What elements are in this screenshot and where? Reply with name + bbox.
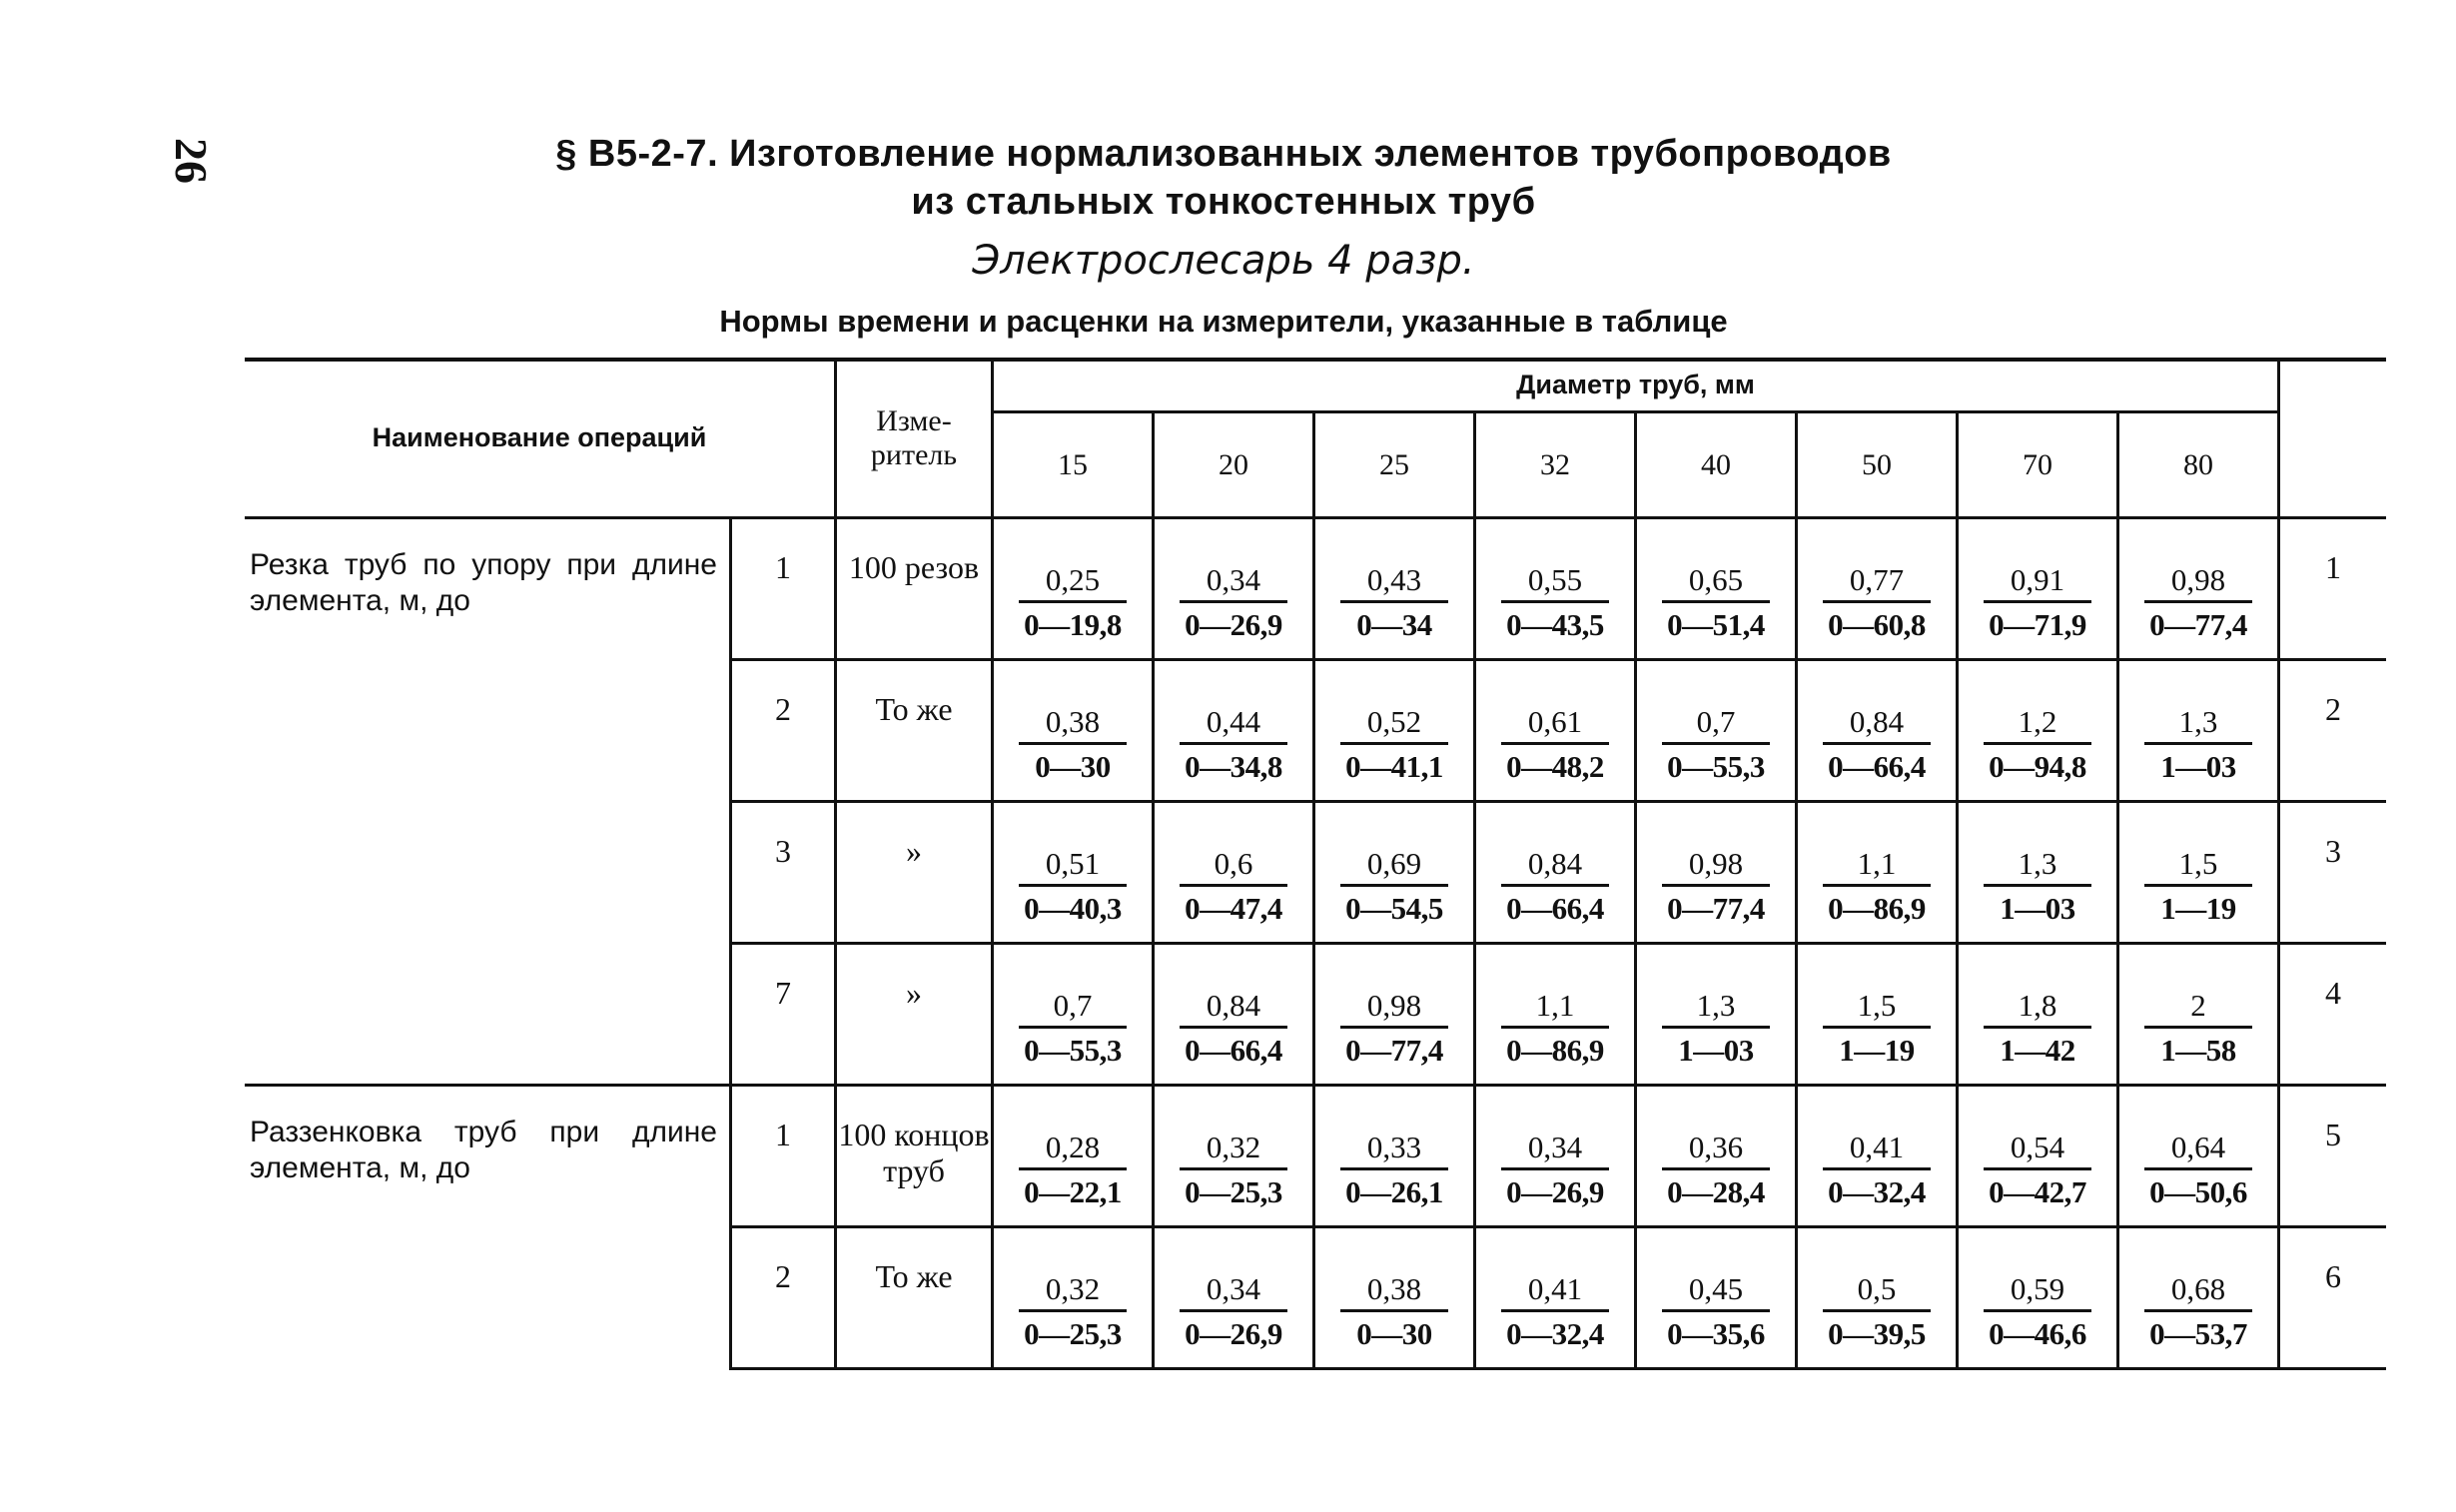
rate-value: 0—77,4 (1667, 891, 1765, 926)
time-norm: 0,43 (1340, 562, 1448, 603)
time-norm: 0,36 (1662, 1130, 1770, 1170)
rate-value: 0—34,8 (1185, 749, 1282, 784)
rate-value: 0—77,4 (1345, 1033, 1443, 1068)
norm-cell (1637, 945, 1798, 1087)
norm-cell (1637, 1087, 1798, 1228)
time-norm: 0,7 (1662, 704, 1770, 745)
time-norm: 0,41 (1501, 1271, 1609, 1312)
rate-value: 0—19,8 (1024, 607, 1122, 642)
norm-cell (994, 1087, 1155, 1228)
norm-cell (1476, 945, 1637, 1087)
rate-value: 1—19 (1839, 1033, 1915, 1068)
time-norm: 0,33 (1340, 1130, 1448, 1170)
time-norm: 0,98 (1340, 988, 1448, 1029)
time-norm: 0,84 (1823, 704, 1931, 745)
row-length: 3 (729, 803, 834, 945)
rate-value: 0—25,3 (1185, 1174, 1282, 1209)
time-norm: 0,98 (2144, 562, 2252, 603)
time-norm: 0,55 (1501, 562, 1609, 603)
header-diameter-80: 80 (2119, 413, 2280, 519)
row-number: 4 (2280, 945, 2386, 1087)
rate-value: 0—42,7 (1989, 1174, 2086, 1209)
time-norm: 1,3 (1662, 988, 1770, 1029)
rate-value: 0—66,4 (1185, 1033, 1282, 1068)
norm-cell (1155, 803, 1315, 945)
time-norm: 0,68 (2144, 1271, 2252, 1312)
rate-value: 1—03 (2160, 749, 2236, 784)
rate-value: 0—28,4 (1667, 1174, 1765, 1209)
header-row-number (2280, 360, 2386, 519)
time-norm: 0,38 (1019, 704, 1127, 745)
time-norm: 1,3 (1984, 846, 2091, 887)
time-norm: 0,7 (1019, 988, 1127, 1029)
norm-cell (1476, 1087, 1637, 1228)
row-number: 1 (2280, 519, 2386, 661)
time-norm: 0,5 (1823, 1271, 1931, 1312)
norm-cell (1155, 661, 1315, 803)
norm-cell (1798, 1087, 1959, 1228)
rate-value: 0—47,4 (1185, 891, 1282, 926)
rate-value: 1—19 (2160, 891, 2236, 926)
header-diameter-15: 15 (994, 413, 1155, 519)
time-norm: 0,34 (1501, 1130, 1609, 1170)
rate-value: 0—40,3 (1024, 891, 1122, 926)
rate-value: 0—34 (1356, 607, 1432, 642)
row-length: 7 (729, 945, 834, 1087)
row-unit: » (834, 945, 994, 1087)
row-unit: » (834, 803, 994, 945)
row-length: 1 (729, 519, 834, 661)
rate-value: 0—53,7 (2149, 1316, 2247, 1351)
norm-cell (1315, 1228, 1476, 1370)
row-length: 1 (729, 1087, 834, 1228)
norm-cell (1798, 803, 1959, 945)
norm-cell (1959, 661, 2119, 803)
row-unit: 100 резов (834, 519, 994, 661)
rate-value: 0—55,3 (1024, 1033, 1122, 1068)
norm-cell (1315, 803, 1476, 945)
rate-value: 0—32,4 (1828, 1174, 1926, 1209)
time-norm: 0,41 (1823, 1130, 1931, 1170)
table-caption: Нормы времени и расценки на измерители, указанные в таблице (719, 304, 1728, 339)
norm-cell (2119, 519, 2280, 661)
rate-value: 0—41,1 (1345, 749, 1443, 784)
norm-cell (1476, 519, 1637, 661)
norm-cell (1315, 945, 1476, 1087)
section-title-line-1: § В5-2-7. Изготовление нормализованных элементов трубопроводов (555, 133, 1892, 175)
time-norm: 1,8 (1984, 988, 2091, 1029)
row-unit: 100 концов труб (834, 1087, 994, 1228)
section-title (300, 130, 2147, 226)
row-number: 3 (2280, 803, 2386, 945)
norm-cell (2119, 945, 2280, 1087)
norm-cell (1959, 803, 2119, 945)
header-operation: Наименование операций (245, 360, 834, 519)
rate-value: 0—26,1 (1345, 1174, 1443, 1209)
time-norm: 0,32 (1019, 1271, 1127, 1312)
norm-cell (2119, 1228, 2280, 1370)
norm-cell (2119, 1087, 2280, 1228)
time-norm: 0,54 (1984, 1130, 2091, 1170)
rate-value: 0—43,5 (1506, 607, 1604, 642)
rate-value: 0—46,6 (1989, 1316, 2086, 1351)
rate-value: 1—58 (2160, 1033, 2236, 1068)
norm-cell (994, 661, 1155, 803)
time-norm: 0,59 (1984, 1271, 2091, 1312)
norm-cell (1155, 1228, 1315, 1370)
operation-name: Раззенковка труб при длине элемента, м, до (250, 1116, 717, 1184)
row-number: 6 (2280, 1228, 2386, 1370)
header-diameter-20: 20 (1155, 413, 1315, 519)
row-number: 5 (2280, 1087, 2386, 1228)
header-diameter: Диаметр труб, мм (994, 360, 2280, 413)
time-norm: 2 (2144, 988, 2252, 1029)
norm-cell (1798, 1228, 1959, 1370)
rate-value: 0—86,9 (1828, 891, 1926, 926)
norm-cell (1798, 945, 1959, 1087)
row-length: 2 (729, 1228, 834, 1370)
norm-cell (1155, 1087, 1315, 1228)
time-norm: 1,1 (1501, 988, 1609, 1029)
time-norm: 1,5 (1823, 988, 1931, 1029)
time-norm: 0,32 (1180, 1130, 1287, 1170)
time-norm: 0,28 (1019, 1130, 1127, 1170)
norm-cell (1798, 519, 1959, 661)
row-unit: То же (834, 661, 994, 803)
rate-value: 0—22,1 (1024, 1174, 1122, 1209)
rate-value: 1—42 (2000, 1033, 2075, 1068)
norm-cell (1315, 1087, 1476, 1228)
time-norm: 1,2 (1984, 704, 2091, 745)
rate-value: 0—66,4 (1828, 749, 1926, 784)
norm-cell (1959, 1228, 2119, 1370)
norm-cell (1637, 1228, 1798, 1370)
rate-value: 0—66,4 (1506, 891, 1604, 926)
rate-value: 0—48,2 (1506, 749, 1604, 784)
rate-value: 0—26,9 (1185, 607, 1282, 642)
operation-name: Резка труб по упору при длине элемента, м, до (245, 519, 729, 1087)
rate-value: 0—94,8 (1989, 749, 2086, 784)
time-norm: 0,51 (1019, 846, 1127, 887)
time-norm: 0,25 (1019, 562, 1127, 603)
rate-value: 0—54,5 (1345, 891, 1443, 926)
norm-cell (1959, 1087, 2119, 1228)
time-norm: 0,64 (2144, 1130, 2252, 1170)
rate-value: 0—30 (1356, 1316, 1432, 1351)
rate-value: 0—35,6 (1667, 1316, 1765, 1351)
rate-value: 0—30 (1035, 749, 1111, 784)
time-norm: 0,52 (1340, 704, 1448, 745)
norm-cell (1476, 803, 1637, 945)
norm-cell (1637, 661, 1798, 803)
time-norm: 0,98 (1662, 846, 1770, 887)
section-title-line-2: из стальных тонкостенных труб (911, 181, 1536, 223)
header-diameter-40: 40 (1637, 413, 1798, 519)
header-diameter-32: 32 (1476, 413, 1637, 519)
header-diameter-50: 50 (1798, 413, 1959, 519)
norm-cell (1315, 519, 1476, 661)
rate-value: 1—03 (2000, 891, 2075, 926)
norm-cell (2119, 661, 2280, 803)
rate-value: 0—60,8 (1828, 607, 1926, 642)
norm-cell (1798, 661, 1959, 803)
time-norm: 0,34 (1180, 1271, 1287, 1312)
norm-cell (1959, 519, 2119, 661)
rate-value: 1—03 (1678, 1033, 1754, 1068)
time-norm: 1,5 (2144, 846, 2252, 887)
time-norm: 0,38 (1340, 1271, 1448, 1312)
norm-cell (1155, 945, 1315, 1087)
time-norm: 0,65 (1662, 562, 1770, 603)
row-number: 2 (2280, 661, 2386, 803)
norm-cell (1637, 803, 1798, 945)
time-norm: 0,77 (1823, 562, 1931, 603)
time-norm: 0,84 (1501, 846, 1609, 887)
time-norm: 0,69 (1340, 846, 1448, 887)
rate-value: 0—77,4 (2149, 607, 2247, 642)
norm-cell (1959, 945, 2119, 1087)
rate-value: 0—50,6 (2149, 1174, 2247, 1209)
rate-value: 0—25,3 (1024, 1316, 1122, 1351)
time-norm: 0,44 (1180, 704, 1287, 745)
norm-cell (994, 803, 1155, 945)
rate-value: 0—39,5 (1828, 1316, 1926, 1351)
norm-cell (1476, 1228, 1637, 1370)
rate-value: 0—71,9 (1989, 607, 2086, 642)
rate-value: 0—55,3 (1667, 749, 1765, 784)
norm-cell (1315, 661, 1476, 803)
norms-table (245, 360, 2386, 1370)
row-unit: То же (834, 1228, 994, 1370)
time-norm: 0,34 (1180, 562, 1287, 603)
norm-cell (1155, 519, 1315, 661)
page-number: 26 (166, 138, 217, 184)
norm-cell (1476, 661, 1637, 803)
header-unit: Изме-ритель (834, 360, 994, 519)
rate-value: 0—32,4 (1506, 1316, 1604, 1351)
norm-cell (994, 519, 1155, 661)
rate-value: 0—51,4 (1667, 607, 1765, 642)
time-norm: 0,84 (1180, 988, 1287, 1029)
norm-cell (994, 1228, 1155, 1370)
norm-cell (2119, 803, 2280, 945)
rate-value: 0—26,9 (1506, 1174, 1604, 1209)
time-norm: 0,6 (1180, 846, 1287, 887)
header-diameter-70: 70 (1959, 413, 2119, 519)
time-norm: 1,1 (1823, 846, 1931, 887)
time-norm: 0,45 (1662, 1271, 1770, 1312)
row-length: 2 (729, 661, 834, 803)
rate-value: 0—86,9 (1506, 1033, 1604, 1068)
time-norm: 0,61 (1501, 704, 1609, 745)
time-norm: 1,3 (2144, 704, 2252, 745)
header-diameter-25: 25 (1315, 413, 1476, 519)
norm-cell (994, 945, 1155, 1087)
time-norm: 0,91 (1984, 562, 2091, 603)
worker-category: Электрослесарь 4 разр. (972, 238, 1475, 284)
norm-cell (1637, 519, 1798, 661)
rate-value: 0—26,9 (1185, 1316, 1282, 1351)
